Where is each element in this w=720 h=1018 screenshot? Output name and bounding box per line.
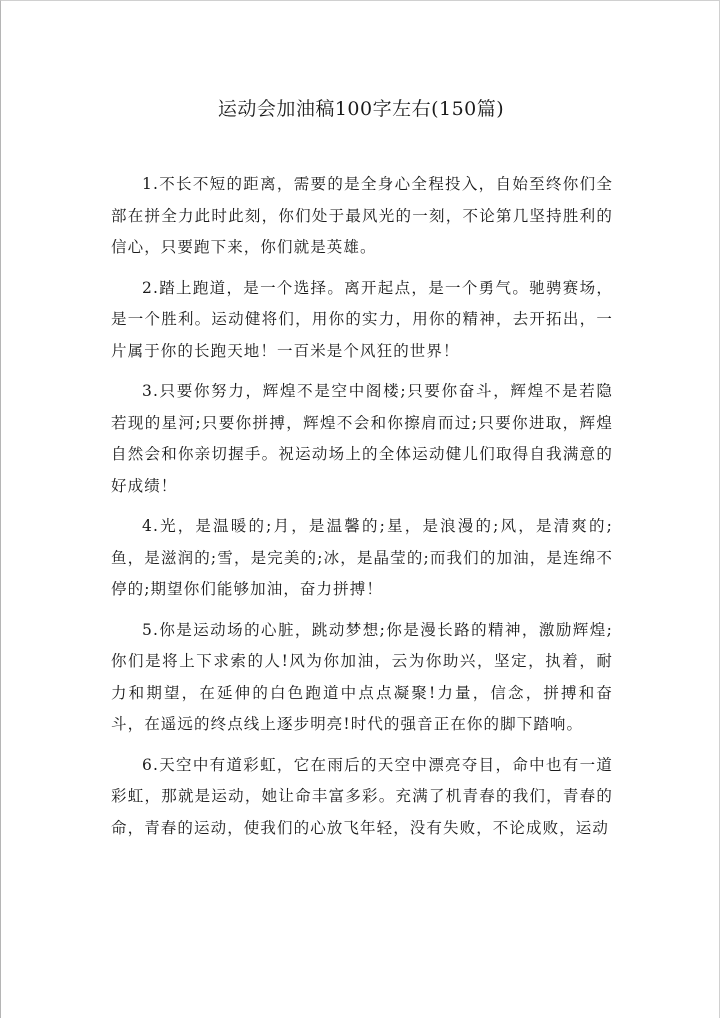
paragraph: 3.只要你努力，辉煌不是空中阁楼;只要你奋斗，辉煌不是若隐若现的星河;只要你拼搏，辉煌不会和你擦肩而过;只要你进取，辉煌自然会和你亲切握手。祝运动场上的全体运动健儿们取得自我满意的好成绩！ <box>111 382 613 495</box>
paragraph: 5.你是运动场的心脏，跳动梦想;你是漫长路的精神，激励辉煌;你们是将上下求索的人!风为你加油，云为你助兴，坚定，执着，耐力和期望，在延伸的白色跑道中点点凝聚!力量，信念，拼搏和奋斗，在遥远的终点线上逐步明亮!时代的强音正在你的脚下踏响。 <box>111 620 613 733</box>
paragraph: 6.天空中有道彩虹，它在雨后的天空中漂亮夺目，命中也有一道彩虹，那就是运动，她让命丰富多彩。充满了机青春的我们，青春的命，青春的运动，使我们的心放飞年轻，没有失败，不论成败，运动 <box>111 755 613 837</box>
document-title: 运动会加油稿100字左右(150篇) <box>217 98 505 120</box>
paragraph: 1.不长不短的距离，需要的是全身心全程投入，自始至终你们全部在拼全力此时此刻，你们处于最风光的一刻，不论第几坚持胜利的信心，只要跑下来，你们就是英雄。 <box>111 175 613 256</box>
document-body <box>111 169 613 853</box>
paragraph: 2.踏上跑道，是一个选择。离开起点，是一个勇气。驰骋赛场，是一个胜利。运动健将们，用你的实力，用你的精神，去开拓出，一片属于你的长跑天地！一百米是个风狂的世界！ <box>111 278 613 360</box>
paragraph: 4.光，是温暖的;月，是温馨的;星，是浪漫的;风，是清爽的;鱼，是滋润的;雪，是完美的;冰，是晶莹的;而我们的加油，是连绵不停的;期望你们能够加油，奋力拼搏！ <box>111 517 613 598</box>
